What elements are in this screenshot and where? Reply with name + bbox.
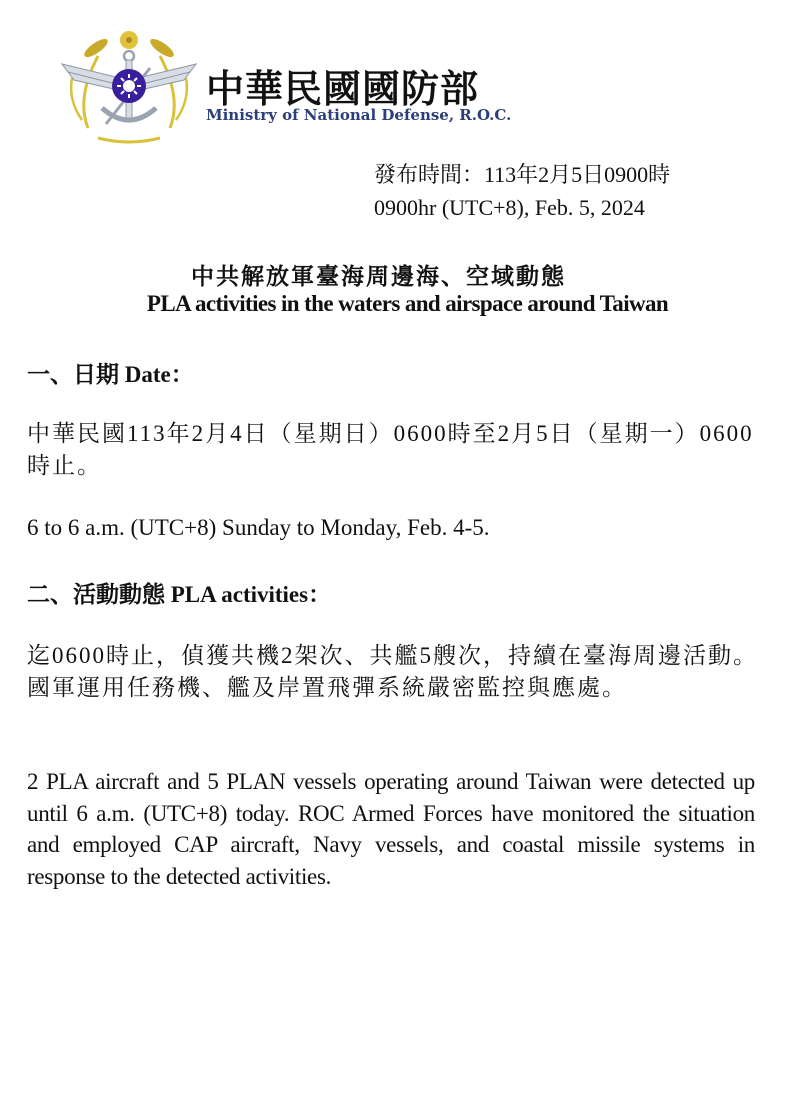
release-info	[374, 158, 670, 224]
release-time-zh: 發布時間：113年2月5日0900時	[374, 162, 671, 187]
section-activities-body-en: 2 PLA aircraft and 5 PLAN vessels operating around Taiwan were detected up until 6 a.m. (UTC+8) today. ROC Armed Forces have monitored the situation and employed CAP aircraft, Navy vessels, and coastal missile systems in response to the detected activities.	[27, 769, 755, 889]
section-date-heading: 一、日期 Date：	[27, 362, 194, 387]
ministry-logo	[58, 28, 512, 148]
mnd-emblem-icon	[58, 28, 200, 144]
section-activities-body-zh: 迄0600時止，偵獲共機2架次、共艦5艘次，持續在臺海周邊活動。國軍運用任務機、艦及岸置飛彈系統嚴密監控與應處。	[27, 643, 758, 700]
org-name-zh: 中華民國國防部	[206, 66, 480, 111]
org-name-en: Ministry of National Defense, R.O.C.	[206, 106, 512, 124]
title-zh-text: 中共解放軍臺海周邊海、空域動態	[191, 264, 566, 289]
title-en-text: PLA activities in the waters and airspace around Taiwan	[146, 291, 669, 316]
section-activities-heading: 二、活動動態 PLA activities：	[27, 582, 332, 607]
release-time-en: 0900hr (UTC+8), Feb. 5, 2024	[374, 195, 645, 220]
section-date-body-en: 6 to 6 a.m. (UTC+8) Sunday to Monday, Feb. 4-5.	[27, 515, 490, 540]
section-date-body-zh: 中華民國113年2月4日（星期日）0600時至2月5日（星期一）0600時止。	[27, 421, 754, 478]
title-en	[0, 291, 793, 317]
title-zh	[0, 258, 793, 291]
